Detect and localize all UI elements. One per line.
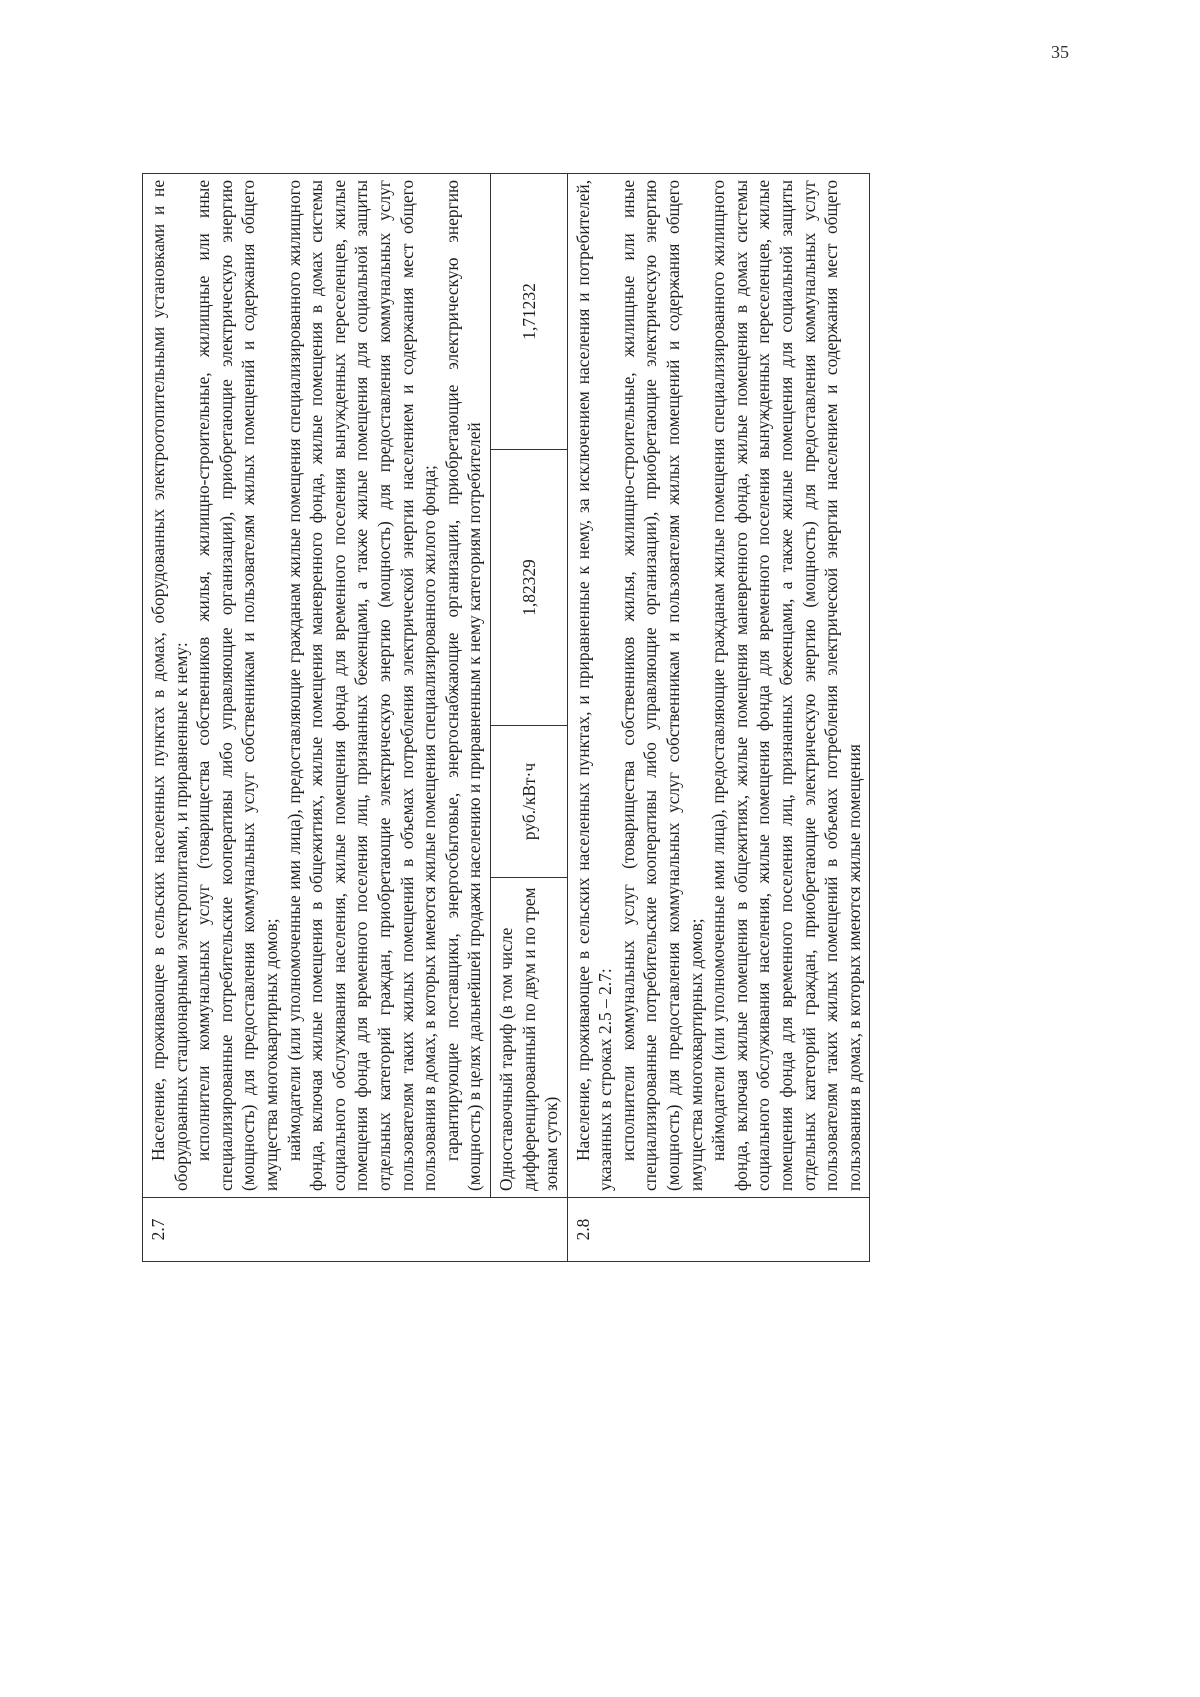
- paragraph: Население, проживающее в сельских населенных пунктах, и приравненные к нему, за исключением населения и потребителей, указанных в строках 2.5 – 2.7:: [572, 179, 616, 1191]
- table-row: [567, 173, 870, 1261]
- page-number: 35: [1051, 42, 1069, 62]
- value-cell: 1,82329: [490, 450, 567, 726]
- row-number: 2.8: [567, 1198, 870, 1262]
- consumer-category-description: [143, 173, 491, 1197]
- table-row: [490, 173, 567, 1261]
- tariff-name: Одноставочный тариф (в том числе дифференцированный по двум и по трем зонам суток): [490, 878, 567, 1198]
- paragraph: исполнители коммунальных услуг (товарищества собственников жилья, жилищно-строительные, жилищные или иные специализированные потребительские кооперативы либо управляющие организации), приобретающие электрическую энергию (мощность) для предоставления коммунальных услуг собственникам и пользователям жилых помещений и содержания общего имущества многоквартирных домов;: [193, 179, 281, 1191]
- paragraph: Население, проживающее в сельских населенных пунктах в домах, оборудованных электроотопительными установками и не оборудованных стационарными электроплитами, и приравненные к нему:: [148, 179, 191, 1191]
- table-row: [143, 173, 491, 1261]
- tariff-table: [142, 173, 870, 1262]
- paragraph: исполнители коммунальных услуг (товарищества собственников жилья, жилищно-строительные, жилищные или иные специализированные потребительские кооперативы либо управляющие организации), приобретающие электрическую энергию (мощность) для предоставления коммунальных услуг собственникам и пользователям жилых помещений и содержания общего имущества многоквартирных домов;: [617, 179, 706, 1191]
- row-number: 2.7: [143, 1198, 568, 1262]
- paragraph: наймодатели (или уполномоченные ими лица), предоставляющие гражданам жилые помещения специализированного жилищного фонда, включая жилые помещения в общежитиях, жилые помещения маневренного фонда, жилые помещения в домах системы социального обслуживания населения, жилые помещения фонда для временного поселения вынужденных переселенцев, жилые помещения фонда для временного поселения лиц, признанных беженцами, а также жилые помещения для социальной защиты отдельных категорий граждан, приобретающие электрическую энергию (мощность) для предоставления коммунальных услуг пользователям таких жилых помещений в объемах потребления электрической энергии населением и содержания мест общего пользования в домах, в которых имеются жилые помещения: [708, 179, 864, 1191]
- rotated-page-content: [142, 174, 1076, 1262]
- paragraph: гарантирующие поставщики, энергосбытовые, энергоснабжающие организации, приобретающие электрическую энергию (мощность) в целях дальнейшей продажи населению и приравненным к нему категориям потребителей: [441, 179, 485, 1191]
- paragraph: наймодатели (или уполномоченные ими лица), предоставляющие гражданам жилые помещения специализированного жилищного фонда, включая жилые помещения в общежитиях, жилые помещения маневренного фонда, жилые помещения в домах системы социального обслуживания населения, жилые помещения фонда для временного поселения вынужденных переселенцев, жилые помещения фонда для временного поселения лиц, признанных беженцами, а также жилые помещения для социальной защиты отдельных категорий граждан, приобретающие электрическую энергию (мощность) для предоставления коммунальных услуг пользователям таких жилых помещений в объемах потребления электрической энергии населением и содержания мест общего пользования в домах, в которых имеются жилые помещения специализированного жилого фонда;: [283, 179, 440, 1191]
- unit-cell: руб./кВт·ч: [490, 726, 567, 878]
- value-cell: 1,71232: [490, 173, 567, 449]
- consumer-category-description: [567, 173, 870, 1197]
